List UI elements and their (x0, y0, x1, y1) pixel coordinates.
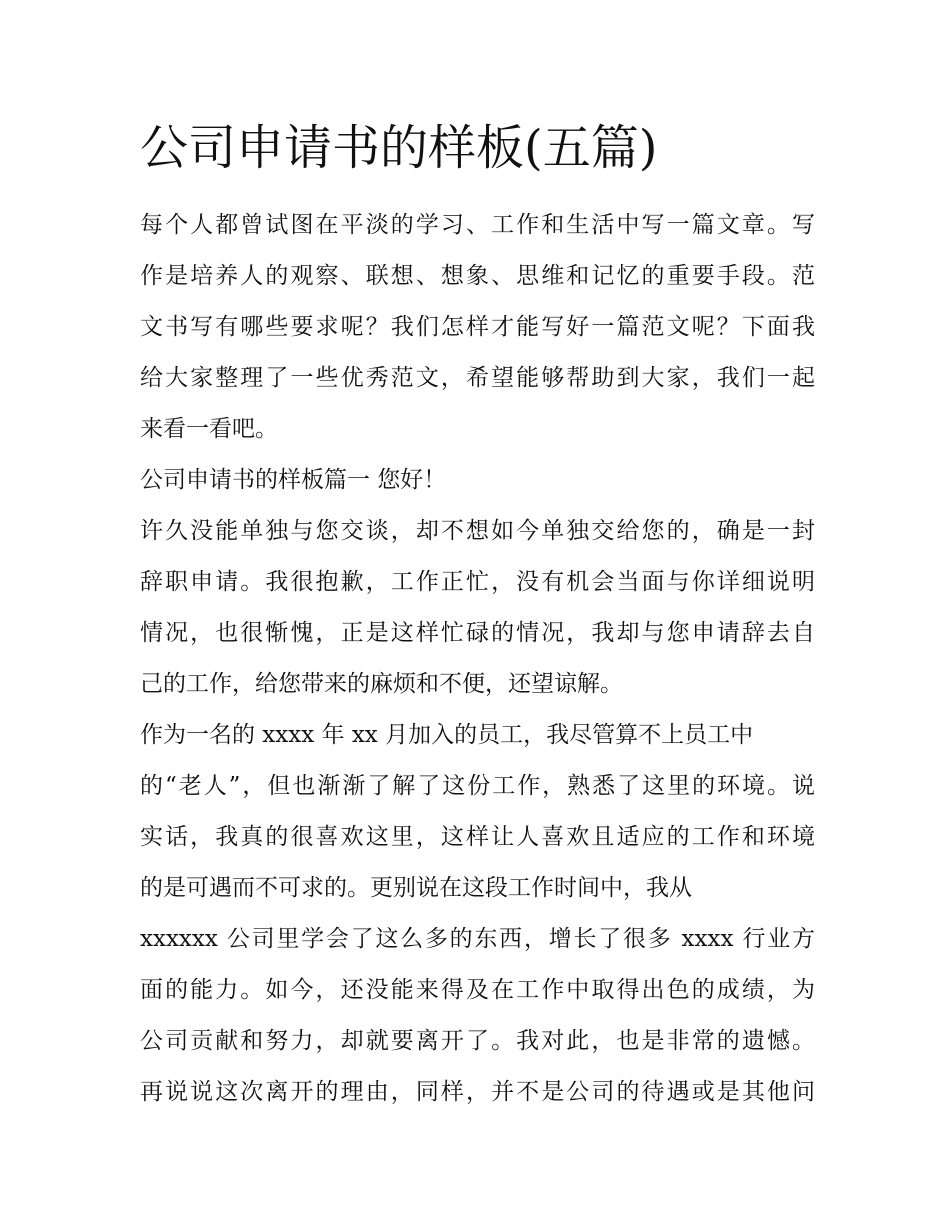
text-line: 情况，也很惭愧，正是这样忙碌的情况，我却与您申请辞去自 (140, 620, 815, 646)
text-line: 的是可遇而不可求的。更别说在这段工作时间中，我从 (140, 875, 692, 901)
text-line: 给大家整理了一些优秀范文，希望能够帮助到大家，我们一起 (140, 365, 815, 391)
text-line: 公司贡献和努力，却就要离开了。我对此，也是非常的遗憾。 (140, 1028, 815, 1054)
text-line: 文书写有哪些要求呢？我们怎样才能写好一篇范文呢？下面我 (140, 314, 815, 340)
text-line: 再说说这次离开的理由，同样，并不是公司的待遇或是其他问 (140, 1079, 815, 1105)
text-line: 公司申请书的样板篇一 您好！ (140, 467, 447, 493)
text-line: xxxxxx 公司里学会了这么多的东西，增长了很多 xxxx 行业方 (140, 926, 815, 952)
text-line: 作为一名的 xxxx 年 xx 月加入的员工，我尽管算不上员工中 (140, 722, 754, 748)
text-line: 实话，我真的很喜欢这里，这样让人喜欢且适应的工作和环境 (140, 824, 815, 850)
text-line: 辞职申请。我很抱歉，工作正忙，没有机会当面与你详细说明 (140, 569, 815, 595)
text-line: 己的工作，给您带来的麻烦和不便，还望谅解。 (140, 671, 623, 697)
text-line: 面的能力。如今，还没能来得及在工作中取得出色的成绩，为 (140, 977, 815, 1003)
document-body (140, 200, 815, 1118)
document-content (140, 118, 815, 1105)
document-title: 公司申请书的样板(五篇) (140, 120, 658, 176)
text-line: 作是培养人的观察、联想、想象、思维和记忆的重要手段。范 (140, 263, 815, 289)
text-line: 每个人都曾试图在平淡的学习、工作和生活中写一篇文章。写 (140, 212, 815, 238)
text-line: 来看一看吧。 (140, 416, 278, 442)
text-line: 的“老人”，但也渐渐了解了这份工作，熟悉了这里的环境。说 (140, 773, 815, 799)
text-line: 许久没能单独与您交谈，却不想如今单独交给您的，确是一封 (140, 518, 815, 544)
